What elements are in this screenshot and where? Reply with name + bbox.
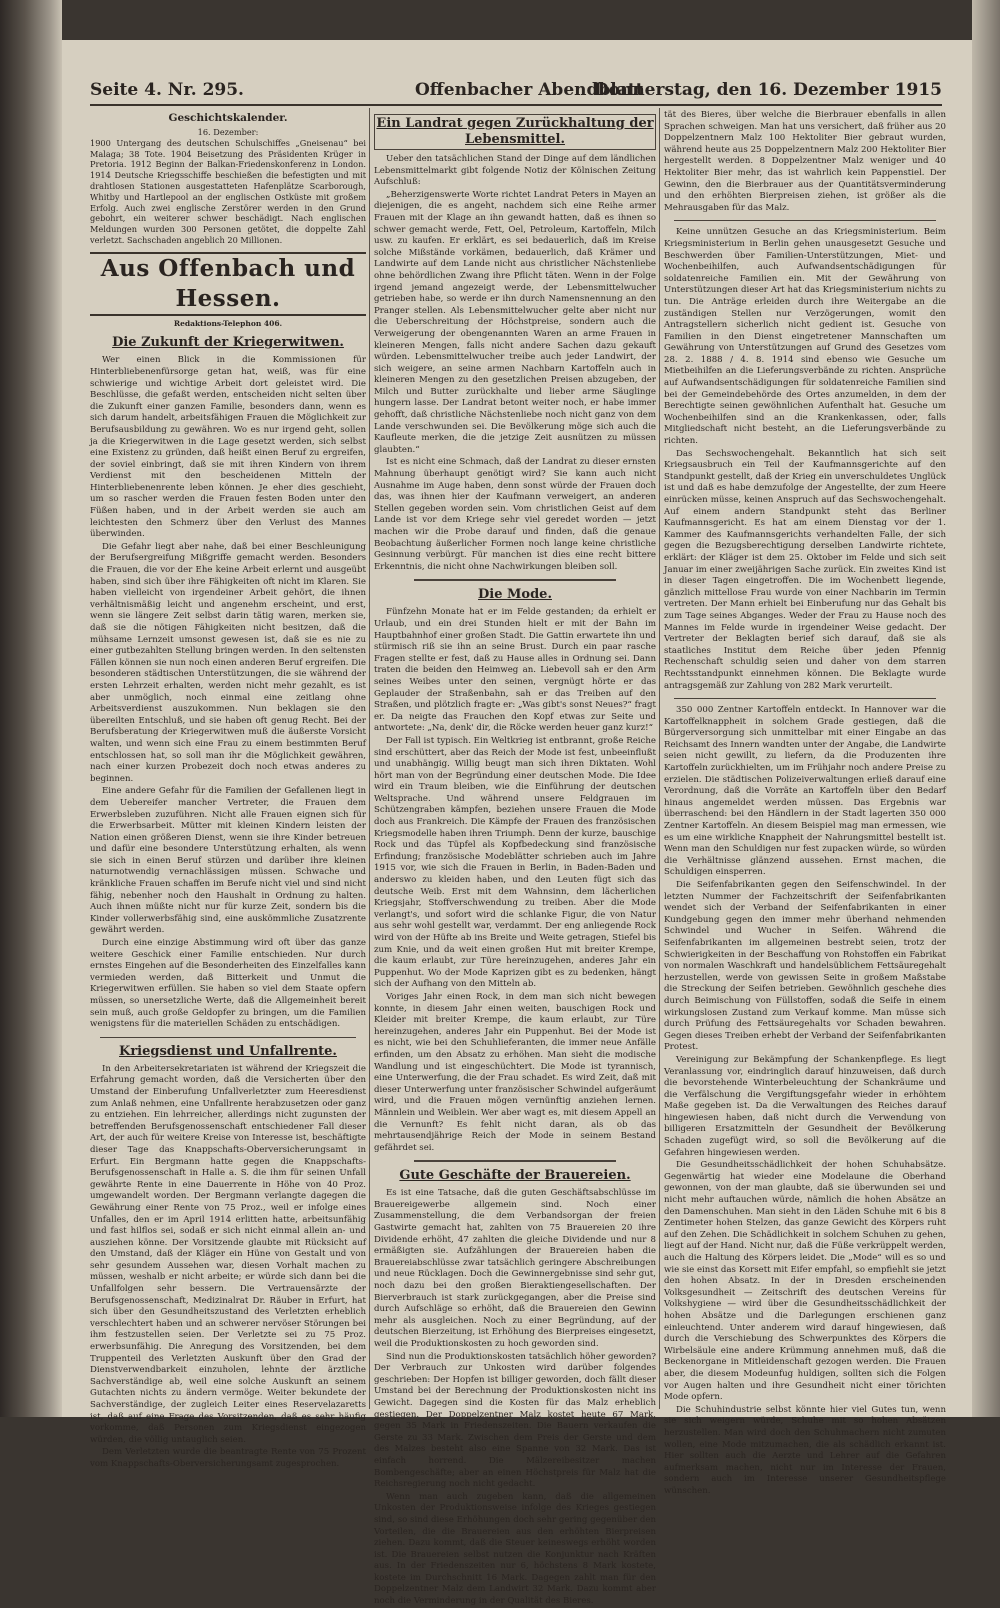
article-paragraph: In den Arbeitersekretariaten ist während der Kriegszeit die Erfahrung gemacht worden, daß die Versicherten über den Umstand der Einberufung Unfallverletzter zum Heeresdienst zum Anlaß nehmen, eine Unfallrente herabzusetzen oder ganz zu entziehen. Ein lehrreicher, allerdings nicht zugunsten der betreffenden Berufsgenossenschaft entschiedener Fall dieser Art, der auch für weitere Kreise von Interesse ist, beschäftigte dieser Tage das Knappschafts-Oberversicherungsamt in Erfurt. Ein Bergmann hatte gegen die Knappschafts-Berufsgenossenschaft in Halle a. S. die ihm für seinen Unfall gewährte Rente in eine Dauerrente in Höhe von 40 Proz. umgewandelt worden. Der Bergmann verlangte dagegen die Gewährung einer Rente von 75 Proz., weil er infolge eines Unfalles, den er im April 1914 erlitten hatte, arbeitsunfähig und fast hilflos sei, sodaß er sich nicht einmal allein an- und ausziehen könne. Der Vorsitzende glaubte mit Rücksicht auf den Umstand, daß der Kläger ein Hüne von Gestalt und von sehr gesundem Aussehen war, diesen Vorhalt machen zu müssen, weshalb er nicht arbeite; er würde sich dann bei die Unfallfolgen sehr bessern. Die Vertrauensärzte der Berufsgenossenschaft, Medizinalrat Dr. Räuber in Erfurt, hat sich über den Gesundheitszustand des Verletzten erheblich verschlechtert haben und an schwerer nervöser Störungen bei ihm festzustellen seien. Der Verletzte sei zu 75 Proz. erwerbsunfähig. Die Anregung des Vorsitzenden, bei dem Truppenteil des Verletzten Auskunft über den Grad der Dienstverwendbarkeit einzuholen, lehnte der ärztliche Sachverständige ab, weil eine solche Auskunft an seinem Gutachten nichts zu ändern vermöge. Weiter bekundete der Sachverständige, der zugleich Leiter eines Reservelazaretts ist, daß auf eine Frage des Vorsitzenden, daß es sehr häufig vorkomme, daß Personen zum Kriegsdienst eingezogen würden, die völlig untauglich seien. (90, 1063, 366, 1445)
article-paragraph: Der Fall ist typisch. Ein Weltkrieg ist entbrannt, große Reiche sind erschüttert, aber das Reich der Mode ist fest, unbeeinflußt und unabhängig. Willig beugt man sich ihren Diktaten. Wohl hört man von der Begründung einer deutschen Mode. Die Idee wird ein Traum bleiben, wie die Einführung der deutschen Weltsprache. Und während unsere Feldgrauen im Schützengraben kämpfen, beziehen unsere Frauen die Mode doch aus Frankreich. Die Kämpfe der Frauen des französischen Kriegsmodelle haben ihren Triumph. Denn der kurze, bauschige Rock und das Tüpfel als Kopfbedeckung sind französische Erfindung; französische Modeblätter schrieben auch im Jahre 1915 vor, wie sich die Frauen in Berlin, in Baden-Baden und anderswo zu kleiden haben, und den Leuten fügt sich das deutsche Weib. Erst mit dem Wahnsinn, dem lächerlichen Kriegsjahr, Stoffverschwendung zu treiben. Aber die Mode verlangt's, und sofort wird die schlanke Figur, die von Natur aus sehr wohl gestellt war, verdammt. Der eng anliegende Rock wird von der Hüfte ab ins Breite und Weite getragen, Stiefel bis zum Knie, und da weit einen großen Hut mit breiter Krempe, die kaum erlaubt, zur Türe hereinzugehen, anderes Jahr ein Puppenhut. Wo der Mode Kaprizen gibt es zu bedenken, hängt sich der Aufhang von den Mitteln ab. (374, 735, 656, 990)
article-paragraph: Die Seifenfabrikanten gegen den Seifenschwindel. In der letzten Nummer der Fachzeitschrift der Seifenfabrikanten wendet sich der Verband der Seifenfabrikanten in einer Kundgebung gegen den immer mehr überhand nehmenden Schwindel und Wucher in Seifen. Während die Seifenfabrikanten im allgemeinen bestrebt seien, trotz der Schwierigkeiten in der Beschaffung von Rohstoffen ein Fabrikat von normalen Waschkraft und handelsüblichem Fettsäuregehalt herzustellen, werde von gewissen Seite in großem Maßstabe die Streckung der Seifen betrieben. Gewöhnlich geschehe dies durch Beimischung von Füllstoffen, sodaß die Seife in einem wirkungslosen Zustand zum Verkauf komme. Man müsse sich durch Prüfung des Fettsäuregehalts vor Schaden bewahren. Gegen dieses Treiben erhebt der Verband der Seifenfabrikanten Protest. (664, 880, 946, 1053)
column-middle (374, 110, 656, 1607)
article-paragraph: Wenn man auch zugeben kann, daß die allgemeinen Unkosten der Produktionsweise infolge des Krieges gestiegen sind, so sind diese Erhöhungen doch sehr gering gegenüber den Vorteilen, die die Brauereien aus den erhöhten Bierpreisen ziehen. Dazu kommt, daß die Steuer keineswegs erhöht worden ist. Die Brauereien selbst nutzen die Konjunktur nach Kräften aus. In der Friedenszeiten nur 6, höchstens 8 Mark kostete, kostete im Durchschnitt 16 Mark. Dagegen zahlt man für den Doppelzentner Malz dem Landwirt 32 Mark. Dazu kommt aber noch die Verminderung in der Qualität des Bieres. (374, 1491, 656, 1607)
article-title: Die Zukunft der Kriegerwitwen. (112, 335, 344, 351)
masthead (90, 78, 942, 106)
article-title: Ein Landrat gegen Zurückhaltung der Lebensmittel. (374, 114, 656, 150)
page-number: Seite 4. Nr. 295. (90, 80, 244, 100)
calendar-title: Geschichtskalender. (168, 112, 288, 124)
calendar-text: 1900 Untergang des deutschen Schulschiffes „Gneisenau“ bei Malaga; 38 Tote. 1904 Beisetzung des Präsidenten Krüger in Pretoria. 1912 Beginn der Balkan-Friedenskonferenz in London. 1914 Deutsche Kriegsschiffe beschießen die befestigten und mit drahtlosen Stationen ausgestatteten Hafenplätze Scarborough, Whitby und Hartlepool an der englischen Ostküste mit großem Erfolg. Auch zwei englische Zerstörer werden in den Grund gebohrt, ein weiterer schwer beschädigt. Nach englischen Meldungen wurden 300 Personen getötet, die doppelte Zahl verletzt. Sachschaden angeblich 20 Millionen. (90, 137, 366, 245)
column-rule (369, 108, 370, 1409)
article-paragraph: Voriges Jahr einen Rock, in dem man sich nicht bewegen konnte, in diesem Jahr einen weiten, bauschigen Rock und Kleider mit breiter Krempe, die kaum erlaubt, zur Türe hereinzugehen, anderes Jahr ein Puppenhut. Bei der Mode ist es nicht, wie bei den Schuhlieferanten, die immer neue Anfälle erfinden, um den Absatz zu erhöhen. Man sieht die modische Wandlung und ist eingeschüchtert. Die Mode ist tyrannisch, eine Unterwerfung, die der Frau schadet. Es wird Zeit, daß mit dieser Unterwerfung unter französischer Schwindel aufgeräumt wird, und die Frauen mögen vernünftig anziehen lernen. Männlein und Weiblein. Wer aber wagt es, mit diesem Appell an die Vernunft? Es fehlt nicht daran, als ob das mehrtausendjährige Reich der Mode in seinem Bestand gefährdet sei. (374, 991, 656, 1153)
article-paragraph: Wer einen Blick in die Kommissionen für Hinterbliebenenfürsorge getan hat, weiß, was für eine schwierige und wichtige Arbeit dort geleistet wird. Die Beschlüsse, die gefaßt werden, entscheiden nicht selten über die Zukunft einer ganzen Familie, besonders dann, wenn es sich darum handelt, arbeitsfähigen Frauen die Möglichkeit zur Berufsausbildung zu gewähren. Wo es nur irgend geht, sollen ja die Kriegerwitwen in die Lage gesetzt werden, sich selbst eine Existenz zu gründen, daß heißt einen Beruf zu ergreifen, der soviel einbringt, daß sie mit ihren Kindern von ihrem Verdienst mit den bescheidenen Mitteln der Hinterbliebenenrente leben können. Je eher dies geschieht, um so rascher werden die Frauen festen Boden unter den Füßen haben, und in der Arbeit werden sie auch am leichtesten den Schmerz über den Verlust des Mannes überwinden. (90, 355, 366, 540)
issue-date: Donnerstag, den 16. Dezember 1915 (593, 80, 942, 100)
calendar-date: 16. Dezember: (197, 127, 259, 137)
editorial-phone: Redaktions-Telephon 406. (173, 318, 283, 328)
article-paragraph: Die Gefahr liegt aber nahe, daß bei einer Beschleunigung der Berufsergreifung Mißgriffe gemacht werden. Besonders die Frauen, die vor der Ehe keine Arbeit erlernt und ausgeübt haben, sind sich über ihre Fähigkeiten oft nicht im Klaren. Sie haben vielleicht von irgendeiner Arbeit gehört, die ihnen verhältnismäßig leicht und angenehm erscheint, und erst, wenn sie längere Zeit selbst darin tätig waren, merken sie, daß sie die nötigen Fähigkeiten nicht besitzen, daß die mühsame Lernzeit umsonst gewesen ist, daß sie es nie zu einer gutbezahlten Stellung bringen werden. In den seltensten Fällen können sie nun noch einen anderen Beruf ergreifen. Die besonderen städtischen Unterstützungen, die sie während der ersten Lehrzeit erhalten, werden nicht mehr gezahlt, es ist aber unmöglich, noch einmal eine zeitlang ohne Arbeitsverdienst auszukommen. Nun beklagen sie den übereilten Entschluß, und sie haben oft genug Recht. Bei der Berufsberatung der Kriegerwitwen muß die äußerste Vorsicht walten, und wenn sich eine Frau zu einem bestimmten Beruf entschlossen hat, so soll man ihr die Möglichkeit gewähren, nach einer kurzen Probezeit doch noch etwas anderes zu beginnen. (90, 541, 366, 784)
divider (100, 1037, 356, 1038)
article-paragraph: Die Gesundheitsschädlichkeit der hohen Schuhabsätze. Gegenwärtig hat wieder eine Modelaune die Oberhand gewonnen, von der man glaubte, daß sie überwunden sei und nicht mehr auftauchen würde, nämlich die hohen Absätze an den Damenschuhen. Man sieht in den Läden Schuhe mit 6 bis 8 Zentimeter hohen Stelzen, das ganze Gewicht des Körpers ruht auf den Zehen. Die Schädlichkeit in solchem Schuhen zu gehen, liegt auf der Hand. Nicht nur, daß die Füße verkrüppelt werden, auch die Haltung des Körpers leidet. Die „Mode“ will es so und wie sie einst das Korsett mit Eifer empfahl, so empfiehlt sie jetzt den hohen Absatz. In der in Dresden erscheinenden Volksgesundheit — Zeitschrift des deutschen Vereins für Volkshygiene — wird über die Gesundheitsschädlichkeit der hohen Absätze und die Darlegungen erschienen ganz einleuchtend. Unter anderem wird darauf hingewiesen, daß durch die Verschiebung des Schwerpunktes des Körpers die Wirbelsäule eine andere Krümmung annehmen muß, daß die Beckenorgane in Mitleidenschaft gezogen werden. Die Frauen aber, die diesem Modeunfug huldigen, sollten sich die Folgen vor Augen halten und ihre Gesundheit nicht einer törichten Mode opfern. (664, 1160, 946, 1403)
article-paragraph: Eine andere Gefahr für die Familien der Gefallenen liegt in dem Uebereifer mancher Vertreter, die Frauen dem Erwerbsleben zuzuführen. Nicht alle Frauen eignen sich für die Erwerbsarbeit. Mütter mit kleinen Kindern leisten der Nation einen größeren Dienst, wenn sie ihre Kinder betreuen und dafür eine besondere Unterstützung erhalten, als wenn sie sich in einen Beruf stürzen und darüber ihre kleinen naturnotwendig vernachlässigen müssen. Schwache und kränkliche Frauen schaffen im Berufe nicht viel und sind nicht fähig, nebenher noch den Haushalt in Ordnung zu halten. Auch ihnen müßte nicht nur für kurze Zeit, sondern bis die Kinder vollerwerbsfähig sind, eine auskömmliche Zusatzrente gewährt werden. (90, 786, 366, 936)
article-paragraph: Keine unnützen Gesuche an das Kriegsministerium. Beim Kriegsministerium in Berlin gehen unausgesetzt Gesuche und Beschwerden über Familien-Unterstützungen, Miet- und Wochenbeihilfen, auch Aufwandsentschädigungen für soldatenreiche Familien ein. Mit der Gewährung von Unterstützungen dieser Art hat das Kriegsministerium nichts zu tun. Die Anträge erleiden durch ihre Weitergabe an die zuständigen Stellen nur Verzögerungen, womit den Antragstellern sicherlich nicht gedient ist. Gesuche von Familien in den Dienst eingetretener Mannschaften um Gewährung von Unterstützungen auf Grund des Gesetzes vom 28. 2. 1888 / 4. 8. 1914 sind ebenso wie Gesuche um Mietbeihilfen an die Lieferungsverbände zu richten. Ansprüche auf Aufwandsentschädigungen für soldatenreiche Familien sind bei der Gemeindebehörde des Ortes anzumelden, in dem der Berechtigte seinen gewöhnlichen Aufenthalt hat. Gesuche um Wochenbeihilfen sind an die Krankenkassen, oder, falls Mitgliedschaft nicht besteht, an die Lieferungsverbände zu richten. (664, 227, 946, 447)
column-rule (659, 108, 660, 1409)
divider (414, 1160, 616, 1162)
article-paragraph: Vereinigung zur Bekämpfung der Schankenpflege. Es liegt Veranlassung vor, eindringlich darauf hinzuweisen, daß durch die bevorstehende Winterbeleuchtung der Schankräume und die Verfälschung die Vergiftungsgefahr wieder in erhöhtem Maße gegeben ist. Da die Verwaltungen des Reiches darauf hingewiesen haben, daß nicht durch die Verwendung von billigeren Ersatzmitteln der Gesundheit der Bevölkerung Schaden zugefügt wird, so soll die Bevölkerung auf die Gefahren hingewiesen werden. (664, 1054, 946, 1158)
article-paragraph: 350 000 Zentner Kartoffeln entdeckt. In Hannover war die Kartoffelknappheit in solchem Grade gestiegen, daß die Bürgerversorgung sich unmittelbar mit einer Eingabe an das Reichsamt des Innern wandten unter der Angabe, die Landwirte seien nicht gewillt, zu liefern, da die Produzenten ihre Kartoffeln zurückhielten, um im Frühjahr noch andere Preise zu erzielen. Die städtischen Polizeiverwaltungen erließ darauf eine Verordnung, daß die Vorräte an Kartoffeln über den Bedarf hinaus angemeldet werden müssen. Das Ergebnis war überraschend: bei den Händlern in der Stadt lagerten 350 000 Zentner Kartoffeln. An diesem Beispiel mag man ermessen, wie es um eine wirkliche Knappheit der Nahrungsmittel bestellt ist. Wenn man den Schuldigen nur fest zupacken würde, so würden die Verhältnisse glänzend aussehen. Ernst machen, die Schuldigen einsperren. (664, 705, 946, 878)
article-title: Kriegsdienst und Unfallrente. (119, 1043, 337, 1059)
article-paragraph: Ueber den tatsächlichen Stand der Dinge auf dem ländlichen Lebensmittelmarkt gibt folgende Notiz der Kölnischen Zeitung Aufschluß: (374, 154, 656, 188)
divider (414, 579, 616, 581)
article-paragraph: Das Sechswochengehalt. Bekanntlich hat sich seit Kriegsausbruch ein Teil der Kaufmannsgerichte auf den Standpunkt gestellt, daß der Krieg ein unverschuldetes Unglück ist und daß es habe demzufolge der Angestellte, der zum Heere einrücken müsse, keinen Anspruch auf das Sechswochengehalt. Auf einem andern Standpunkt steht das Berliner Kaufmannsgericht. Es hat am einem Dienstag vor der 1. Kammer des Kaufmannsgerichts verhandelten Falle, der sich gegen die Bezugsberechtigung derselben Landwirte richtete, erklärt: der Kläger ist dem 25. Oktober im Felde und sich seit Januar im einer zweijährigen Sache zurück. Ein zweites Kind ist in dieser Tagen eingetroffen. Die im Wochenbett liegende, gänzlich mittellose Frau wurde von einer Nachbarin im Termin vertreten. Der Mann erhielt bei Einberufung nur das Gehalt bis zum Tage seines Abganges. Weder der Frau zu Hause noch des Mannes im Felde wurde in irgendeiner Weise gedacht. Der Vertreter der Beklagten berief sich darauf, daß sie als staatliches Institut dem Reiche über jeden Pfennig Rechenschaft schuldig seien und daher von dem starren Rechtsstandpunkt einnehmen können. Die Beklagte wurde antragsgemäß zur Zahlung von 282 Mark verurteilt. (664, 448, 946, 691)
column-right (664, 110, 946, 1496)
section-title: Aus Offenbach und Hessen. (90, 252, 366, 316)
history-calendar (90, 112, 366, 246)
article-paragraph: Dem Verletzten wurde die beantragte Rente von 75 Prozent vom Knappschafts-Oberversicherungsamt zugesprochen. (90, 1447, 366, 1469)
article-paragraph: „Beherzigenswerte Worte richtet Landrat Peters in Mayen an diejenigen, die es angeht, nachdem sich eine Reihe armer Frauen mit der Klage an ihn gewandt hatten, daß es ihnen so schwer gemacht werde, Fett, Oel, Petroleum, Kartoffeln, Milch usw. zu kaufen. Er erklärt, es sei bedauerlich, daß im Kreise solche Mißstände vorkämen, bedauerlich, daß Krämer und Landwirte auf dem Lande nicht aus christlicher Nächstenliebe ohne behördlichen Zwang ihre Pflicht täten. Wenn in der Folge irgend jemand angezeigt werde, der Lebensmittelwucher getrieben habe, so werde er ihn durch Namensnennung an den Pranger stellen. Als Lebensmittelwucher gelte aber nicht nur die Ueberschreitung der Höchstpreise, sondern auch die Verweigerung der obengenannten Waren an arme Frauen in kleineren Mengen, falls nicht andere Sachen dazu gekauft würden. Lebensmittelwucher treibe auch jeder Landwirt, der sich weigere, an seine armen Nachbarn Kartoffeln auch in kleineren Mengen zu den gesetzlichen Preisen abzugeben, der Milch und Butter zurückhalte und lieber arme Säuglinge hungern lasse. Der Landrat betont weiter noch, er habe immer gehofft, daß christliche Nächstenliebe noch nicht ganz von dem Lande verschwunden sei. Die Bevölkerung möge sich auch die Kaufleute merken, die die jetzige Zeit ausnützen zu müssen glaubten.“ (374, 189, 656, 455)
article-paragraph: tät des Bieres, über welche die Bierbrauer ebenfalls in allen Sprachen schweigen. Man hat uns versichert, daß früher aus 20 Doppelzentnern Malz 100 Hektoliter Bier gebraut wurden, während heute aus 25 Doppelzentnern Malz 200 Hektoliter Bier hergestellt werden. 8 Doppelzentner Malz weniger und 40 Hektoliter Bier mehr, das ist wahrlich kein Pappenstiel. Der Gewinn, den die Bierbrauer aus der Quantitätsverminderung und den erhöhten Bierpreisen ziehen, ist größer als die Mehrausgaben für das Malz. (664, 110, 946, 213)
newspaper-page (62, 40, 972, 1607)
article-paragraph: Es ist eine Tatsache, daß die guten Geschäftsabschlüsse im Brauereigewerbe allgemein sind. Noch einer Zusammenstellung, die dem Verbandsorgan der freien Gastwirte gemacht hat, zahlten von 75 Brauereien 20 ihre Dividende erhöht, 47 zahlten die gleiche Dividende und nur 8 ermäßigten sie. Aufzählungen der Brauereien haben die Brauereiabschlüsse zwar tatsächlich geringere Abschreibungen und neue Rücklagen. Doch die Gewinnergebnisse sind sehr gut, noch dazu bei den großen Bieraktiengesellschaften. Der Bierverbrauch ist stark zurückgegangen, aber die Preise sind durch Aufschläge so erhöht, daß die Brauereien den Gewinn mehr als ausgleichen. Noch zu einer Begründung, auf der deutschen Bierzeitung, ist Erhöhung des Bierpreises eingesetzt, weil die Produktionskosten zu hoch geworden sind. (374, 1188, 656, 1349)
article-paragraph: Ist es nicht eine Schmach, daß der Landrat zu dieser ernsten Mahnung überhaupt genötigt wird? Sie kann auch nicht Ausnahme im Auge haben, denn sonst würde der Frauen doch das, was ihnen hier der Kaufmann verweigert, an anderen Stellen gegeben worden sein. Vom christlichen Geist auf dem Lande ist vor dem Kriege sehr viel geredet worden — jetzt machen wir die Probe darauf und finden, daß die genaue Beobachtung äußerlicher Formen noch lange keine christliche Gesinnung verbürgt. Für manchen ist dies eine recht bittere Erkenntnis, die nicht ohne Nachwirkungen bleiben soll. (374, 457, 656, 572)
article-title: Die Mode. (478, 587, 552, 603)
divider (674, 220, 936, 221)
article-paragraph: Die Schuhindustrie selbst könnte hier viel Gutes tun, wenn sie sich weigern würde, Schuhe mit so hohen Absätzen herzustellen. Man wird doch den Schuhmachern nicht zumuten wollen, eine Mode mitzumachen, die als schädlich erkannt ist. Hier sollten auch die Aerzte und Lehrer auf die Gefahren aufmerksam machen, nicht nur im Interesse der Frauen, sondern auch im Interesse unserer Gesundheitspflege wünschen. (664, 1404, 946, 1496)
article-paragraph: Durch eine einzige Abstimmung wird oft über das ganze weitere Geschick einer Familie entschieden. Nur durch ernstes Eingehen auf die Besonderheiten des Einzelfalles kann vermieden werden, daß Bitterkeit und Unmut die Kriegerwitwen erfüllen. Sie haben so viel dem Staate opfern müssen, so unersetzliche Werte, daß die Allgemeinheit bereit sein muß, auch große Geldopfer zu bringen, um die Familien wenigstens für die materiellen Schäden zu entschädigen. (90, 938, 366, 1030)
article-paragraph: Sind nun die Produktionskosten tatsächlich höher geworden? Der Verbrauch zur Unkosten wird darüber folgendes geschrieben: Der Hopfen ist billiger geworden, doch fällt dieser Umstand bei der Berechnung der Produktionskosten nicht ins Gewicht. Dagegen sind die Kosten für das Malz erheblich gestiegen. Der Doppelzentner Malz kostet heute 67 Mark, gegen 35 Mark in Friedenszeiten. Die Bauern verkaufen die Gerste zu 33 Mark. Zwischen dem Preis der Gerste und dem des Malzes besteht also eine Spanne von 32 Mark. Das ist einfach horrend. Die Mälzereibesitzer machen Bombengeschäfte; aber an einen Höchstpreis für Malz hat die Reichsregierung noch nicht gedacht. (374, 1351, 656, 1490)
divider (674, 698, 936, 699)
article-title: Gute Geschäfte der Brauereien. (399, 1168, 631, 1184)
column-left (90, 110, 366, 1469)
page-edge (972, 0, 1000, 1417)
newspaper-title: Offenbacher Abendblatt (415, 80, 644, 100)
book-binding (0, 0, 62, 1417)
article-paragraph: Fünfzehn Monate hat er im Felde gestanden; da erhielt er Urlaub, und ein drei Stunden hielt er mit der Bahn im Hauptbahnhof einer großen Stadt. Die Gattin erwartete ihn und stürmisch riß sie ihn an seine Brust. Durch ein paar rasche Fragen stellte er fest, daß zu Hause alles in Ordnung sei. Dann traten die beiden den Heimweg an. Liebevoll sah er den Arm seines Weibes unter den seinen, vergnügt hörte er das Geplauder der Straßenbahn, sah er das Treiben auf den Straßen, und plötzlich fragte er: „Was gibt's sonst Neues?“ fragt er. Da neigte das Frauchen den Kopf etwas zur Seite und antwortete: „Na, denk' dir, die Röcke werden heuer ganz kurz!“ (374, 607, 656, 734)
